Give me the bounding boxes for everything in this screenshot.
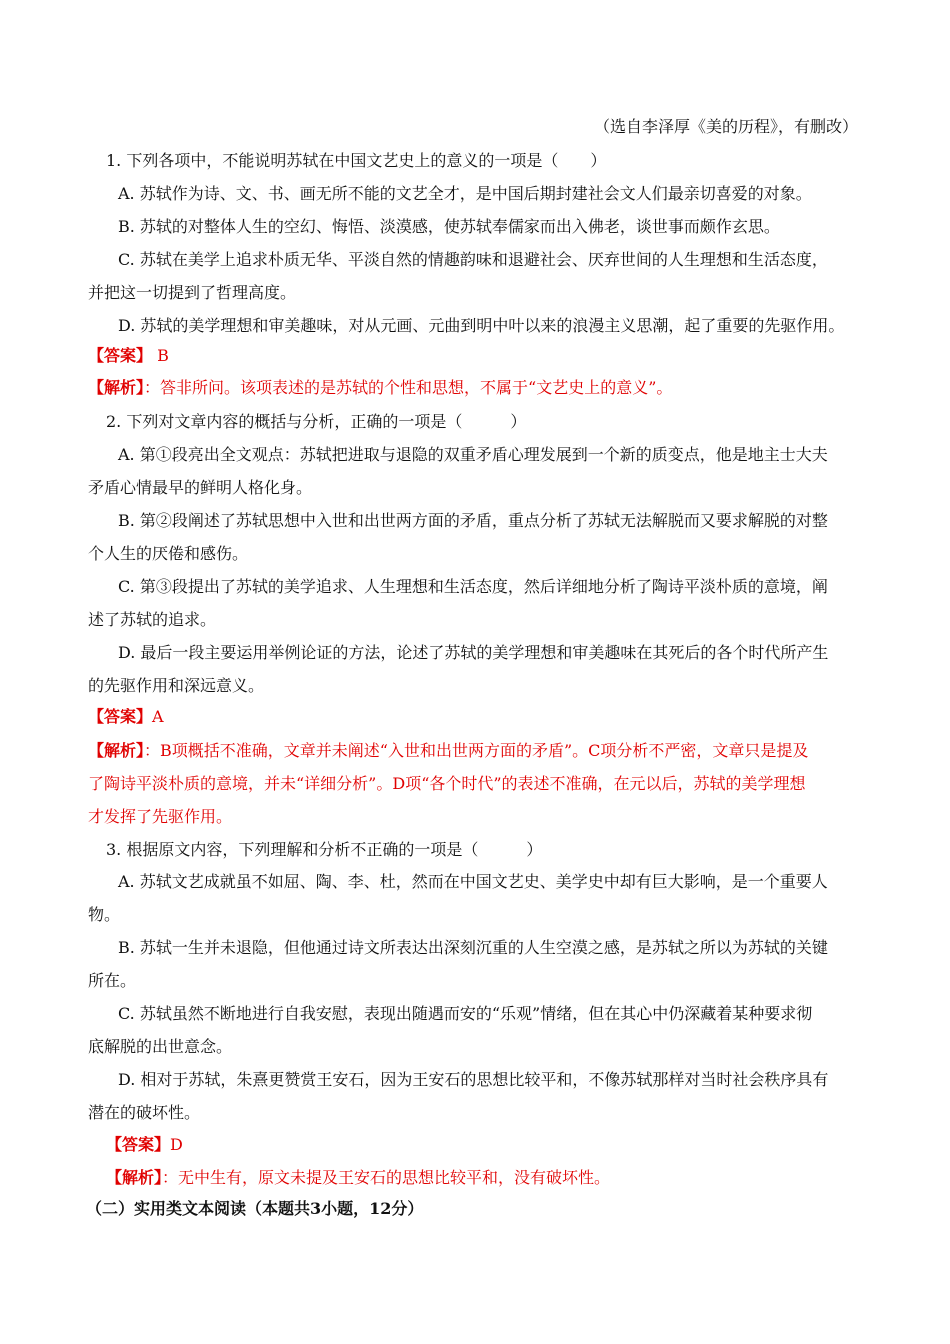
q2-option-d-cont: 的先驱作用和深远意义。 [88,676,265,695]
q1-option-a: A. 苏轼作为诗、文、书、画无所不能的文艺全才，是中国后期封建社会文人们最亲切喜爱的对象。 [118,184,812,203]
analysis-tag: 【解析】 [106,1168,163,1187]
answer-tag: 【答案】 [88,707,153,726]
q2-option-a: A. 第①段亮出全文观点：苏轼把进取与退隐的双重矛盾心理发展到一个新的质变点，他是地主士大夫 [118,445,828,464]
q2-option-a-cont: 矛盾心情最早的鲜明人格化身。 [88,478,313,497]
q1-answer [88,345,169,367]
q1-analysis [88,377,672,399]
source-citation: （选自李泽厚《美的历程》，有删改） [593,117,858,136]
q2-option-b: B. 第②段阐述了苏轼思想中入世和出世两方面的矛盾，重点分析了苏轼无法解脱而又要求解脱的对整 [118,511,828,530]
answer-tag: 【答案】 [88,346,153,365]
answer-tag: 【答案】 [106,1135,171,1154]
q3-analysis [106,1167,610,1189]
analysis-text: ：B项概括不准确，文章并未阐述“入世和出世两方面的矛盾”。C项分析不严密，文章只是提及 [144,741,809,760]
answer-value: B [152,346,169,365]
analysis-tag: 【解析】 [88,378,145,397]
q2-option-d: D. 最后一段主要运用举例论证的方法，论述了苏轼的美学理想和审美趣味在其死后的各个时代所产生 [118,643,829,662]
analysis-text: ：答非所问。该项表述的是苏轼的个性和思想，不属于“文艺史上的意义”。 [144,378,673,397]
q1-stem: 1. 下列各项中，不能说明苏轼在中国文艺史上的意义的一项是（ ） [106,151,607,170]
analysis-tag: 【解析】 [88,741,145,760]
q1-option-c-cont: 并把这一切提到了哲理高度。 [88,283,297,302]
q1-option-c: C. 苏轼在美学上追求朴质无华、平淡自然的情趣韵味和退避社会、厌弃世间的人生理想和生活态度， [118,250,828,269]
q3-answer [106,1134,183,1156]
q3-option-a-cont: 物。 [88,905,121,924]
q2-analysis [88,740,808,762]
q3-stem: 3. 根据原文内容，下列理解和分析不正确的一项是（ ） [106,840,543,859]
q1-option-d: D. 苏轼的美学理想和审美趣味，对从元画、元曲到明中叶以来的浪漫主义思潮，起了重要的先驱作用。 [118,316,845,335]
q2-option-b-cont: 个人生的厌倦和感伤。 [88,544,249,563]
q2-analysis-cont1: 了陶诗平淡朴质的意境，并未“详细分析”。D项“各个时代”的表述不准确，在元以后，苏轼的美学理想 [88,774,806,793]
q2-analysis-cont2: 才发挥了先驱作用。 [88,807,233,826]
analysis-text: ：无中生有，原文未提及王安石的思想比较平和，没有破坏性。 [162,1168,611,1187]
q3-option-c: C. 苏轼虽然不断地进行自我安慰，表现出随遇而安的“乐观”情绪，但在其心中仍深藏着某种要求彻 [118,1004,813,1023]
answer-value: D [170,1135,183,1154]
q2-stem: 2. 下列对文章内容的概括与分析，正确的一项是（ ） [106,412,527,431]
section-heading: （二）实用类文本阅读（本题共3小题，12分） [86,1199,424,1218]
q2-answer [88,706,164,728]
q1-option-b: B. 苏轼的对整体人生的空幻、悔悟、淡漠感，使苏轼奉儒家而出入佛老，谈世事而颇作玄思。 [118,217,780,236]
q3-option-c-cont: 底解脱的出世意念。 [88,1037,233,1056]
q3-option-d-cont: 潜在的破坏性。 [88,1103,201,1122]
q3-option-d: D. 相对于苏轼，朱熹更赞赏王安石，因为王安石的思想比较平和，不像苏轼那样对当时社会秩序具有 [118,1070,829,1089]
q2-option-c-cont: 述了苏轼的追求。 [88,610,217,629]
q3-option-b-cont: 所在。 [88,971,137,990]
answer-value: A [152,707,164,726]
q2-option-c: C. 第③段提出了苏轼的美学追求、人生理想和生活态度，然后详细地分析了陶诗平淡朴质的意境，阐 [118,577,828,596]
q3-option-a: A. 苏轼文艺成就虽不如屈、陶、李、杜，然而在中国文艺史、美学史中却有巨大影响，是一个重要人 [118,872,828,891]
q3-option-b: B. 苏轼一生并未退隐，但他通过诗文所表达出深刻沉重的人生空漠之感，是苏轼之所以为苏轼的关键 [118,938,828,957]
